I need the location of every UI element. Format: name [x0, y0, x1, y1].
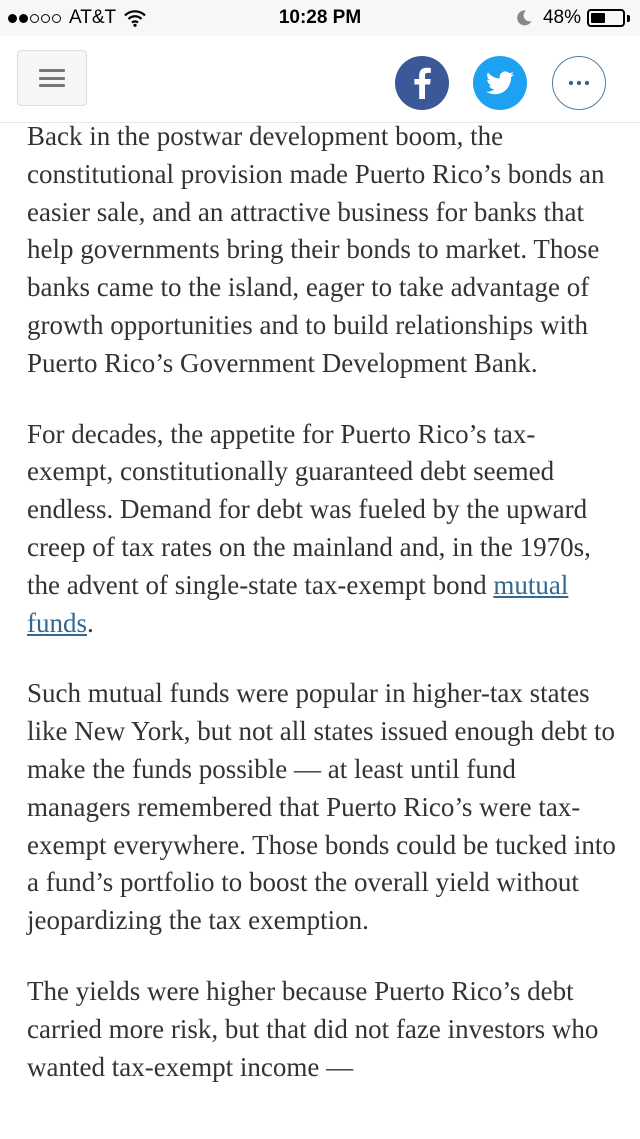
more-dots-icon — [567, 81, 591, 85]
article-body — [27, 122, 617, 1119]
carrier-name: AT&T — [69, 7, 117, 28]
battery-icon — [587, 9, 625, 27]
menu-button[interactable] — [17, 50, 87, 106]
article-paragraph: Back in the postwar development boom, the constitutional provision made Puerto Rico’s bonds an easier sale, and an attractive business for banks that help governments bring their bonds to market. Those banks came to the island, eager to take advantage of growth opportunities and to build relationships with Puerto Rico’s Government Development Bank. — [27, 121, 605, 378]
battery-tip — [627, 15, 630, 22]
battery-fill — [591, 13, 605, 23]
more-options-button[interactable] — [552, 56, 606, 110]
facebook-icon — [412, 67, 432, 99]
article-paragraph: The yields were higher because Puerto Rico’s debt carried more risk, but that did not faze investors who wanted tax-exempt income — — [27, 975, 599, 1082]
twitter-icon — [486, 71, 514, 95]
status-bar — [0, 0, 640, 36]
article-toolbar — [0, 36, 640, 123]
status-time: 10:28 PM — [278, 7, 362, 28]
paragraph-text: . — [87, 607, 94, 638]
article-paragraph: Such mutual funds were popular in higher-tax states like New York, but not all states issued enough debt to make the funds possible — at least until fund managers remembered that Puerto Rico’s were tax-exempt everywhere. Those bonds could be tucked into a fund’s portfolio to boost the overall yield without jeopardizing the tax exemption. — [27, 678, 616, 936]
facebook-share-button[interactable] — [395, 56, 449, 110]
do-not-disturb-moon-icon — [515, 9, 533, 27]
article-paragraph — [27, 416, 617, 643]
status-right — [515, 7, 630, 29]
hamburger-icon — [39, 69, 65, 87]
mutual-funds-link[interactable]: mutual funds — [27, 569, 569, 638]
twitter-share-button[interactable] — [473, 56, 527, 110]
battery-percent: 48% — [542, 7, 581, 28]
paragraph-text: For decades, the appetite for Puerto Rico’s tax-exempt, constitutionally guaranteed debt seemed endless. Demand for debt was fueled by the upward creep of tax rates on the mainland and, in the 1970s, the advent of single-state tax-exempt bond — [27, 418, 591, 600]
